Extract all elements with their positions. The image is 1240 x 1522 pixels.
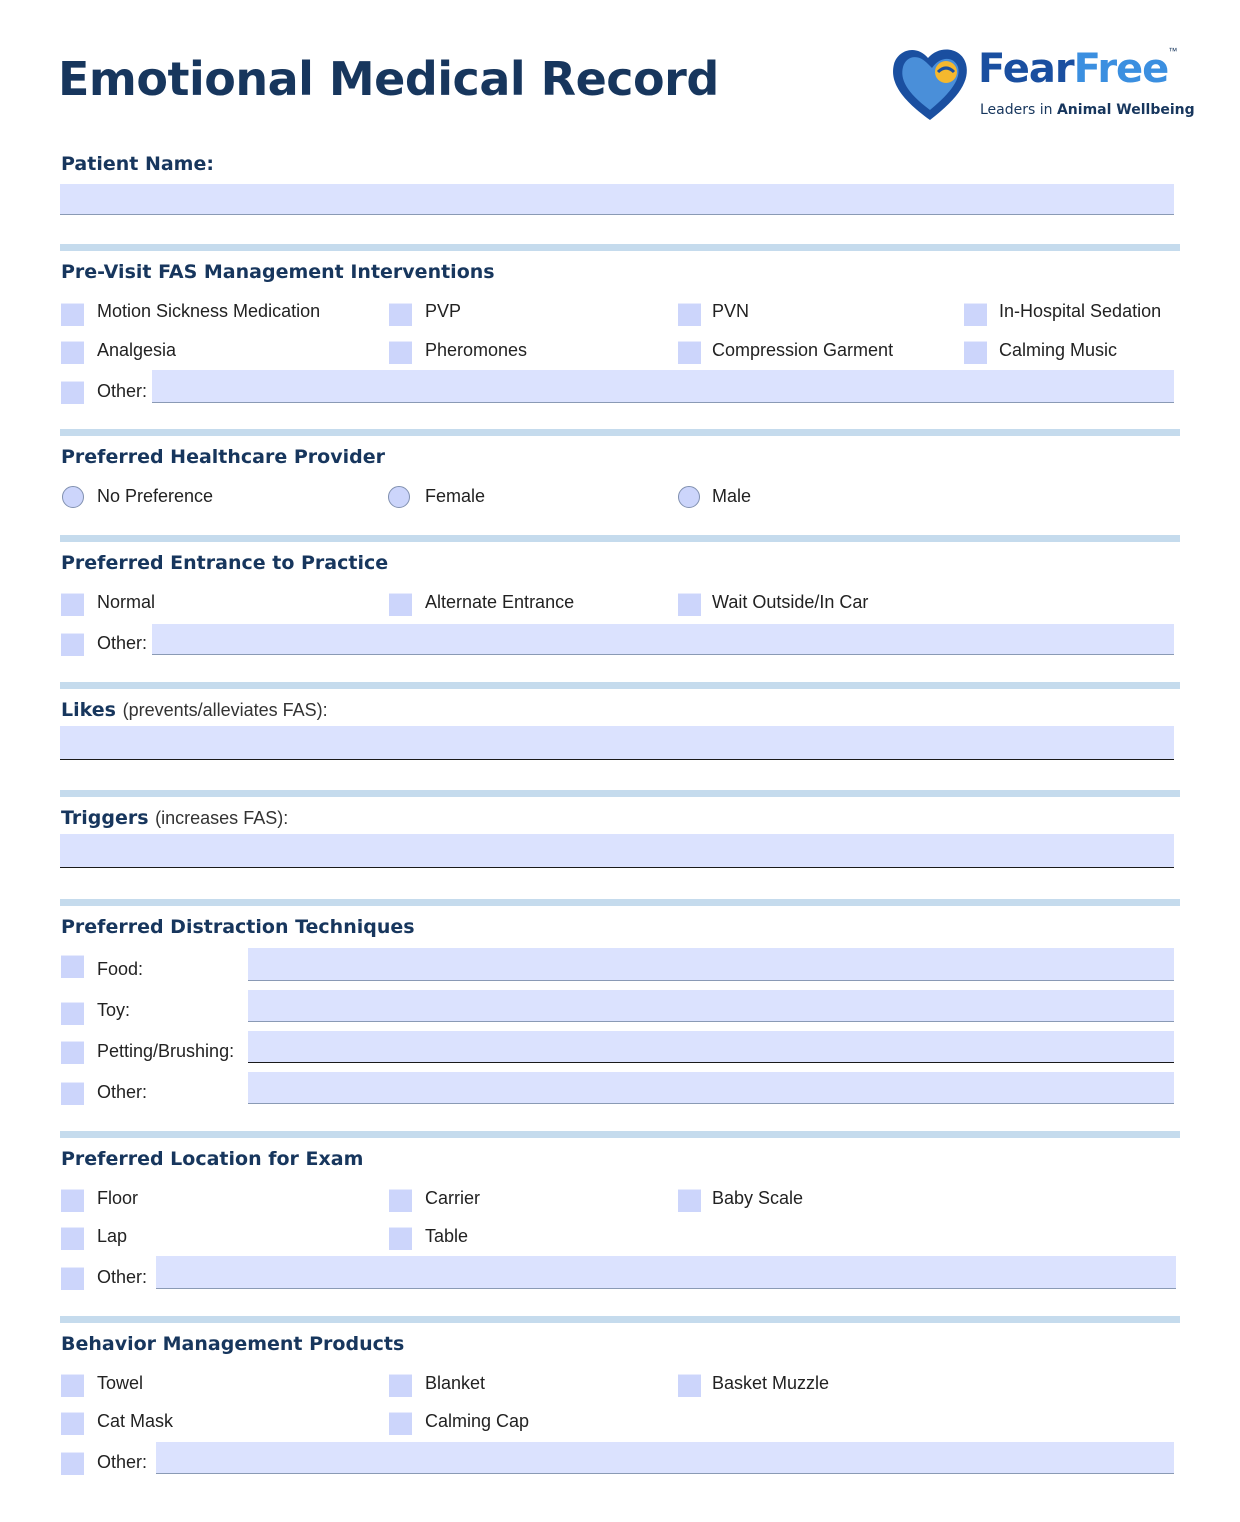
checkbox-analgesia[interactable] — [61, 341, 84, 364]
label-location-other: Other: — [97, 1267, 148, 1287]
label-food: Food: — [97, 959, 144, 979]
triggers-title: Triggers — [61, 807, 149, 829]
checkbox-pre-visit-other[interactable] — [61, 381, 84, 404]
section-divider — [60, 1131, 1180, 1138]
checkbox-compression-garment[interactable] — [678, 341, 701, 364]
likes-heading — [61, 699, 328, 721]
radio-female[interactable] — [388, 486, 410, 508]
checkbox-food[interactable] — [61, 955, 84, 978]
label-wait-outside: Wait Outside/In Car — [712, 592, 869, 612]
label-blanket: Blanket — [425, 1373, 486, 1393]
label-floor: Floor — [97, 1188, 139, 1208]
brand-name-part1: Fear — [978, 46, 1074, 92]
section-divider — [60, 535, 1180, 542]
checkbox-location-other[interactable] — [61, 1267, 84, 1290]
location-other-field[interactable] — [156, 1256, 1176, 1289]
checkbox-pvp[interactable] — [389, 303, 412, 326]
provider-heading: Preferred Healthcare Provider — [61, 446, 385, 468]
label-analgesia: Analgesia — [97, 340, 177, 360]
checkbox-carrier[interactable] — [389, 1189, 412, 1212]
checkbox-floor[interactable] — [61, 1189, 84, 1212]
likes-title: Likes — [61, 699, 116, 721]
label-pre-visit-other: Other: — [97, 381, 148, 401]
checkbox-basket-muzzle[interactable] — [678, 1374, 701, 1397]
tagline-part2: Animal Wellbeing — [1056, 102, 1195, 118]
checkbox-table[interactable] — [389, 1227, 412, 1250]
checkbox-calming-cap[interactable] — [389, 1412, 412, 1435]
products-heading: Behavior Management Products — [61, 1333, 405, 1355]
tagline-part1: Leaders in — [980, 102, 1053, 118]
section-divider — [60, 790, 1180, 797]
label-toy: Toy: — [97, 1000, 131, 1020]
petting-brushing-field[interactable] — [248, 1031, 1174, 1063]
label-baby-scale: Baby Scale — [712, 1188, 804, 1208]
label-male: Male — [712, 486, 752, 506]
distraction-other-field[interactable] — [248, 1072, 1174, 1104]
label-calming-music: Calming Music — [999, 340, 1118, 360]
brand-tagline — [980, 102, 1195, 118]
radio-male[interactable] — [678, 486, 700, 508]
patient-name-label: Patient Name: — [61, 153, 214, 175]
checkbox-toy[interactable] — [61, 1002, 84, 1025]
label-in-hospital-sedation: In-Hospital Sedation — [999, 301, 1162, 321]
location-heading: Preferred Location for Exam — [61, 1148, 364, 1170]
label-products-other: Other: — [97, 1452, 148, 1472]
label-pheromones: Pheromones — [425, 340, 528, 360]
food-field[interactable] — [248, 948, 1174, 981]
checkbox-normal[interactable] — [61, 593, 84, 616]
pre-visit-other-field[interactable] — [152, 370, 1174, 403]
label-normal: Normal — [97, 592, 156, 612]
section-divider — [60, 429, 1180, 436]
triggers-subtitle: (increases FAS): — [155, 808, 289, 828]
label-motion-sickness: Motion Sickness Medication — [97, 301, 321, 321]
label-pvp: PVP — [425, 301, 462, 321]
section-divider — [60, 682, 1180, 689]
radio-no-preference[interactable] — [62, 486, 84, 508]
label-carrier: Carrier — [425, 1188, 481, 1208]
checkbox-products-other[interactable] — [61, 1452, 84, 1475]
pre-visit-heading: Pre-Visit FAS Management Interventions — [61, 261, 495, 283]
entrance-heading: Preferred Entrance to Practice — [61, 552, 389, 574]
triggers-heading — [61, 807, 288, 829]
checkbox-entrance-other[interactable] — [61, 633, 84, 656]
trademark: ™ — [1168, 46, 1178, 56]
fear-free-logo — [888, 42, 1195, 126]
checkbox-pheromones[interactable] — [389, 341, 412, 364]
section-divider — [60, 899, 1180, 906]
checkbox-blanket[interactable] — [389, 1374, 412, 1397]
label-basket-muzzle: Basket Muzzle — [712, 1373, 830, 1393]
checkbox-baby-scale[interactable] — [678, 1189, 701, 1212]
section-divider — [60, 244, 1180, 251]
checkbox-pvn[interactable] — [678, 303, 701, 326]
checkbox-wait-outside[interactable] — [678, 593, 701, 616]
checkbox-towel[interactable] — [61, 1374, 84, 1397]
label-female: Female — [425, 486, 486, 506]
toy-field[interactable] — [248, 990, 1174, 1022]
triggers-field[interactable] — [60, 834, 1174, 868]
label-towel: Towel — [97, 1373, 144, 1393]
page-title: Emotional Medical Record — [58, 52, 719, 106]
distraction-heading: Preferred Distraction Techniques — [61, 916, 415, 938]
checkbox-distraction-other[interactable] — [61, 1082, 84, 1105]
label-petting-brushing: Petting/Brushing: — [97, 1041, 235, 1061]
section-divider — [60, 1316, 1180, 1323]
checkbox-cat-mask[interactable] — [61, 1412, 84, 1435]
label-table: Table — [425, 1226, 469, 1246]
label-compression-garment: Compression Garment — [712, 340, 894, 360]
checkbox-in-hospital-sedation[interactable] — [964, 303, 987, 326]
label-alternate-entrance: Alternate Entrance — [425, 592, 575, 612]
checkbox-lap[interactable] — [61, 1227, 84, 1250]
checkbox-motion-sickness[interactable] — [61, 303, 84, 326]
checkbox-calming-music[interactable] — [964, 341, 987, 364]
label-lap: Lap — [97, 1226, 128, 1246]
label-no-preference: No Preference — [97, 486, 214, 506]
products-other-field[interactable] — [156, 1442, 1174, 1474]
entrance-other-field[interactable] — [152, 624, 1174, 655]
checkbox-alternate-entrance[interactable] — [389, 593, 412, 616]
brand-name-part2: Free — [1073, 46, 1169, 92]
patient-name-field[interactable] — [60, 184, 1174, 215]
heart-logo-icon — [888, 42, 972, 126]
label-calming-cap: Calming Cap — [425, 1411, 530, 1431]
label-entrance-other: Other: — [97, 633, 148, 653]
label-pvn: PVN — [712, 301, 750, 321]
label-cat-mask: Cat Mask — [97, 1411, 174, 1431]
checkbox-petting-brushing[interactable] — [61, 1041, 84, 1064]
label-distraction-other: Other: — [97, 1082, 148, 1102]
likes-field[interactable] — [60, 726, 1174, 760]
likes-subtitle: (prevents/alleviates FAS): — [122, 700, 328, 720]
brand-name — [978, 46, 1177, 92]
